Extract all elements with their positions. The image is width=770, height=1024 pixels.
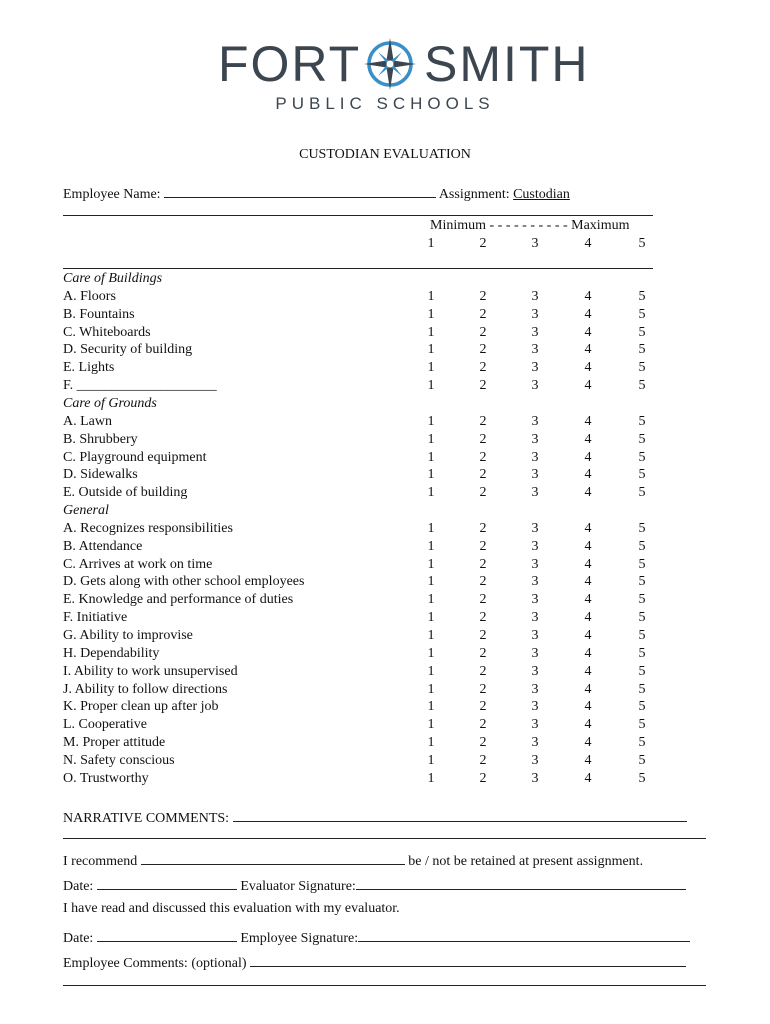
rating-option-2[interactable]: 2 — [479, 681, 487, 697]
rating-row — [63, 717, 663, 735]
employee-comments-field[interactable] — [250, 952, 686, 967]
rating-row — [63, 646, 663, 664]
rating-option-5[interactable]: 5 — [638, 556, 646, 572]
rating-option-1[interactable]: 1 — [427, 485, 435, 501]
criterion-label: A. Recognizes responsibilities — [63, 520, 233, 536]
acknowledgement-text: I have read and discussed this evaluation with my evaluator. — [63, 901, 400, 916]
rating-option-3[interactable]: 3 — [531, 449, 539, 465]
section-title: General — [63, 503, 109, 519]
criterion-label: J. Ability to follow directions — [63, 681, 228, 697]
narrative-row — [63, 807, 687, 827]
criterion-label: I. Ability to work unsupervised — [63, 663, 238, 679]
employee-comments-label: Employee Comments: (optional) — [63, 956, 247, 971]
criterion-label: H. Dependability — [63, 645, 160, 661]
evaluator-signature-label: Evaluator Signature: — [240, 879, 356, 894]
rating-option-3[interactable]: 3 — [531, 681, 539, 697]
rating-option-1[interactable]: 1 — [427, 378, 435, 394]
rating-option-1[interactable]: 1 — [427, 467, 435, 483]
rating-row — [63, 307, 663, 325]
scale-number: 4 — [584, 236, 592, 251]
rating-row — [63, 771, 663, 789]
scale-numbers-row — [63, 236, 663, 254]
rating-option-3[interactable]: 3 — [531, 467, 539, 483]
narrative-comments-field[interactable] — [233, 807, 687, 822]
employee-name-row — [63, 183, 570, 203]
rating-option-4[interactable]: 4 — [584, 735, 592, 751]
rating-option-2[interactable]: 2 — [479, 699, 487, 715]
criterion-label: B. Shrubbery — [63, 431, 138, 447]
rating-option-4[interactable]: 4 — [584, 360, 592, 376]
rating-option-1[interactable]: 1 — [427, 610, 435, 626]
rating-option-2[interactable]: 2 — [479, 360, 487, 376]
rating-option-3[interactable]: 3 — [531, 378, 539, 394]
rating-option-4[interactable]: 4 — [584, 342, 592, 358]
rating-option-5[interactable]: 5 — [638, 645, 646, 661]
logo-word-smith: SMITH — [424, 36, 590, 92]
section-title: Care of Buildings — [63, 271, 163, 286]
criterion-label: C. Whiteboards — [63, 324, 151, 340]
rating-option-2[interactable]: 2 — [479, 538, 487, 554]
rating-option-1[interactable]: 1 — [427, 699, 435, 715]
rating-option-2[interactable]: 2 — [479, 556, 487, 572]
criterion-label: A. Floors — [63, 288, 116, 304]
rating-option-1[interactable]: 1 — [427, 288, 435, 304]
rating-option-1[interactable]: 1 — [427, 520, 435, 536]
employee-name-field[interactable] — [164, 183, 436, 198]
rating-option-5[interactable]: 5 — [638, 628, 646, 643]
rating-option-5[interactable]: 5 — [638, 538, 646, 554]
rating-option-5[interactable]: 5 — [638, 592, 646, 608]
criterion-label: E. Outside of building — [63, 485, 188, 501]
rating-option-5[interactable]: 5 — [638, 610, 646, 626]
rating-option-4[interactable]: 4 — [584, 449, 592, 465]
rating-option-4[interactable]: 4 — [584, 628, 592, 643]
rating-option-1[interactable]: 1 — [427, 556, 435, 572]
compass-icon — [362, 36, 418, 92]
rating-option-3[interactable]: 3 — [531, 645, 539, 661]
rating-option-2[interactable]: 2 — [479, 574, 487, 590]
rating-row — [63, 432, 663, 450]
rating-option-5[interactable]: 5 — [638, 663, 646, 679]
section-title: Care of Grounds — [63, 395, 157, 411]
rating-option-3[interactable]: 3 — [531, 342, 539, 358]
rating-row — [63, 539, 663, 557]
scale-dashes: - - - - - - - - - - — [489, 218, 568, 233]
rating-option-4[interactable]: 4 — [584, 681, 592, 697]
employee-comments-line[interactable] — [63, 985, 706, 986]
rating-option-5[interactable]: 5 — [638, 306, 646, 322]
rating-option-2[interactable]: 2 — [479, 520, 487, 536]
rating-option-4[interactable]: 4 — [584, 520, 592, 536]
criterion-label: K. Proper clean up after job — [63, 699, 219, 715]
rating-option-1[interactable]: 1 — [427, 324, 435, 340]
rating-option-4[interactable]: 4 — [584, 699, 592, 715]
rating-option-3[interactable]: 3 — [531, 574, 539, 590]
rating-row — [63, 574, 663, 592]
recommend-row — [63, 850, 643, 870]
rating-option-5[interactable]: 5 — [638, 413, 646, 429]
rating-option-3[interactable]: 3 — [531, 538, 539, 554]
rating-option-5[interactable]: 5 — [638, 574, 646, 590]
rating-option-1[interactable]: 1 — [427, 628, 435, 643]
rating-option-5[interactable]: 5 — [638, 520, 646, 536]
evaluator-date-field[interactable] — [97, 875, 237, 890]
recommend-suffix: be / not be retained at present assignment. — [408, 854, 644, 869]
rating-option-4[interactable]: 4 — [584, 413, 592, 429]
rating-option-4[interactable]: 4 — [584, 485, 592, 501]
criterion-label: F. Initiative — [63, 610, 128, 626]
rating-option-2[interactable]: 2 — [479, 717, 487, 733]
criterion-label: M. Proper attitude — [63, 735, 166, 751]
rating-row — [63, 682, 663, 700]
rating-option-5[interactable]: 5 — [638, 342, 646, 358]
rating-option-1[interactable]: 1 — [427, 681, 435, 697]
rating-option-1[interactable]: 1 — [427, 735, 435, 751]
employee-date-field[interactable] — [97, 927, 237, 942]
criterion-label: C. Arrives at work on time — [63, 556, 213, 572]
rating-option-3[interactable]: 3 — [531, 752, 539, 768]
rating-option-4[interactable]: 4 — [584, 592, 592, 608]
scale-number: 2 — [479, 236, 487, 251]
rating-option-2[interactable]: 2 — [479, 628, 487, 643]
rating-option-5[interactable]: 5 — [638, 735, 646, 751]
rating-option-1[interactable]: 1 — [427, 431, 435, 447]
date-label: Date: — [63, 879, 94, 894]
section-heading — [63, 271, 663, 289]
rating-option-4[interactable]: 4 — [584, 645, 592, 661]
scale-number: 3 — [531, 236, 539, 251]
rating-option-2[interactable]: 2 — [479, 449, 487, 465]
rating-option-3[interactable]: 3 — [531, 360, 539, 376]
rating-row — [63, 628, 663, 646]
rating-option-5[interactable]: 5 — [638, 467, 646, 483]
rating-option-3[interactable]: 3 — [531, 288, 539, 304]
employee-row — [63, 927, 690, 947]
rating-row — [63, 592, 663, 610]
rating-option-5[interactable]: 5 — [638, 378, 646, 394]
rating-option-5[interactable]: 5 — [638, 770, 646, 786]
rating-option-1[interactable]: 1 — [427, 342, 435, 358]
rating-option-5[interactable]: 5 — [638, 431, 646, 447]
rating-option-3[interactable]: 3 — [531, 592, 539, 608]
rating-option-3[interactable]: 3 — [531, 735, 539, 751]
section-heading — [63, 503, 663, 521]
rating-option-2[interactable]: 2 — [479, 306, 487, 322]
rating-option-3[interactable]: 3 — [531, 699, 539, 715]
rating-option-3[interactable]: 3 — [531, 324, 539, 340]
rating-option-3[interactable]: 3 — [531, 628, 539, 643]
criterion-label: O. Trustworthy — [63, 770, 149, 786]
rating-option-5[interactable]: 5 — [638, 717, 646, 733]
rating-row — [63, 610, 663, 628]
rating-option-3[interactable]: 3 — [531, 663, 539, 679]
narrative-comments-label: NARRATIVE COMMENTS: — [63, 811, 230, 826]
rating-option-2[interactable]: 2 — [479, 610, 487, 626]
logo-subtitle: PUBLIC SCHOOLS — [275, 94, 495, 113]
rating-option-2[interactable]: 2 — [479, 431, 487, 447]
rating-row — [63, 342, 663, 360]
rating-option-2[interactable]: 2 — [479, 378, 487, 394]
rating-row — [63, 557, 663, 575]
scale-number: 1 — [427, 236, 435, 251]
rating-option-4[interactable]: 4 — [584, 306, 592, 322]
rating-option-4[interactable]: 4 — [584, 770, 592, 786]
employee-signature-field[interactable] — [358, 927, 690, 942]
rating-option-2[interactable]: 2 — [479, 645, 487, 661]
narrative-comments-line[interactable] — [63, 838, 706, 839]
evaluator-row — [63, 875, 686, 895]
rating-row — [63, 289, 663, 307]
rating-option-3[interactable]: 3 — [531, 431, 539, 447]
rating-option-2[interactable]: 2 — [479, 592, 487, 608]
rating-option-3[interactable]: 3 — [531, 770, 539, 786]
rating-option-2[interactable]: 2 — [479, 752, 487, 768]
rating-option-2[interactable]: 2 — [479, 663, 487, 679]
rating-option-4[interactable]: 4 — [584, 288, 592, 304]
rating-option-4[interactable]: 4 — [584, 538, 592, 554]
criterion-label: L. Cooperative — [63, 717, 147, 733]
rating-option-5[interactable]: 5 — [638, 360, 646, 376]
rating-option-2[interactable]: 2 — [479, 735, 487, 751]
rating-option-5[interactable]: 5 — [638, 681, 646, 697]
rating-option-1[interactable]: 1 — [427, 360, 435, 376]
assignment-label: Assignment: — [438, 187, 510, 202]
evaluator-signature-field[interactable] — [356, 875, 686, 890]
rating-option-4[interactable]: 4 — [584, 378, 592, 394]
rating-option-3[interactable]: 3 — [531, 610, 539, 626]
criterion-label: D. Sidewalks — [63, 467, 138, 483]
recommend-name-field[interactable] — [141, 850, 405, 865]
rating-option-5[interactable]: 5 — [638, 324, 646, 340]
rating-option-1[interactable]: 1 — [427, 413, 435, 429]
criterion-label: A. Lawn — [63, 413, 112, 429]
rating-option-1[interactable]: 1 — [427, 717, 435, 733]
scale-minimum-label: Minimum — [430, 218, 487, 233]
rating-option-2[interactable]: 2 — [479, 324, 487, 340]
rating-option-2[interactable]: 2 — [479, 467, 487, 483]
rating-option-4[interactable]: 4 — [584, 752, 592, 768]
rating-option-3[interactable]: 3 — [531, 485, 539, 501]
recommend-prefix: I recommend — [63, 854, 138, 869]
rating-row — [63, 753, 663, 771]
rating-option-2[interactable]: 2 — [479, 342, 487, 358]
criterion-label: D. Gets along with other school employees — [63, 574, 305, 590]
employee-signature-label: Employee Signature: — [240, 931, 359, 946]
criterion-label: B. Fountains — [63, 306, 135, 322]
rating-row — [63, 699, 663, 717]
rating-option-2[interactable]: 2 — [479, 288, 487, 304]
criterion-label: D. Security of building — [63, 342, 193, 358]
rating-row — [63, 735, 663, 753]
rating-option-5[interactable]: 5 — [638, 485, 646, 501]
rating-row — [63, 450, 663, 468]
rating-option-1[interactable]: 1 — [427, 752, 435, 768]
rating-option-5[interactable]: 5 — [638, 449, 646, 465]
criterion-label: G. Ability to improvise — [63, 628, 193, 643]
rating-row — [63, 467, 663, 485]
rating-row — [63, 521, 663, 539]
rating-option-4[interactable]: 4 — [584, 574, 592, 590]
divider — [63, 268, 653, 269]
rating-option-5[interactable]: 5 — [638, 288, 646, 304]
rating-option-5[interactable]: 5 — [638, 752, 646, 768]
rating-option-3[interactable]: 3 — [531, 556, 539, 572]
divider — [63, 215, 653, 216]
rating-row — [63, 360, 663, 378]
rating-option-4[interactable]: 4 — [584, 610, 592, 626]
rating-option-3[interactable]: 3 — [531, 413, 539, 429]
rating-option-5[interactable]: 5 — [638, 699, 646, 715]
rating-option-4[interactable]: 4 — [584, 663, 592, 679]
rating-option-1[interactable]: 1 — [427, 770, 435, 786]
form-title: CUSTODIAN EVALUATION — [299, 147, 471, 162]
rating-row — [63, 414, 663, 432]
criterion-label: N. Safety conscious — [63, 752, 175, 768]
rating-row — [63, 664, 663, 682]
rating-option-4[interactable]: 4 — [584, 717, 592, 733]
rating-option-4[interactable]: 4 — [584, 324, 592, 340]
scale-header — [430, 218, 629, 234]
section-heading — [63, 396, 663, 414]
rating-option-3[interactable]: 3 — [531, 520, 539, 536]
criterion-label: C. Playground equipment — [63, 449, 207, 465]
rating-row — [63, 325, 663, 343]
criterion-label: B. Attendance — [63, 538, 143, 554]
rating-option-2[interactable]: 2 — [479, 770, 487, 786]
rating-option-2[interactable]: 2 — [479, 413, 487, 429]
date-label: Date: — [63, 931, 94, 946]
criterion-label: F. ____________________ — [63, 378, 217, 394]
rating-row — [63, 485, 663, 503]
rating-option-1[interactable]: 1 — [427, 306, 435, 322]
employee-name-label: Employee Name: — [63, 187, 161, 202]
rating-option-3[interactable]: 3 — [531, 306, 539, 322]
logo-word-fort: FORT — [218, 36, 362, 92]
rating-option-1[interactable]: 1 — [427, 574, 435, 590]
rating-option-3[interactable]: 3 — [531, 717, 539, 733]
rating-option-2[interactable]: 2 — [479, 485, 487, 501]
rating-option-1[interactable]: 1 — [427, 592, 435, 608]
scale-maximum-label: Maximum — [571, 218, 630, 233]
rating-option-1[interactable]: 1 — [427, 449, 435, 465]
scale-number: 5 — [638, 236, 646, 251]
rating-row — [63, 378, 663, 396]
employee-comments-row — [63, 952, 686, 972]
rating-option-1[interactable]: 1 — [427, 663, 435, 679]
rating-option-1[interactable]: 1 — [427, 538, 435, 554]
rating-option-4[interactable]: 4 — [584, 467, 592, 483]
rating-option-1[interactable]: 1 — [427, 645, 435, 661]
rating-option-4[interactable]: 4 — [584, 556, 592, 572]
rating-option-4[interactable]: 4 — [584, 431, 592, 447]
assignment-value: Custodian — [513, 187, 570, 202]
criterion-label: E. Knowledge and performance of duties — [63, 592, 294, 608]
criterion-label: E. Lights — [63, 360, 115, 376]
